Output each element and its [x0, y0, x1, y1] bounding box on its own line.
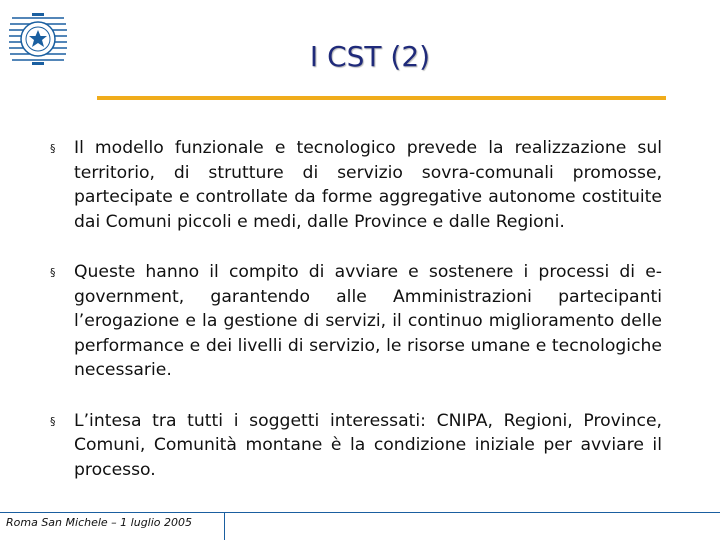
slide-title: I CST (2) [309, 40, 431, 73]
bullet-marker: § [50, 142, 56, 155]
bullet-text: L’intesa tra tutti i soggetti interessati: CNIPA, Regioni, Province, Comuni, Comunità montane è la condizione iniziale per avviare il processo. [74, 410, 662, 480]
bullet-marker: § [50, 414, 56, 428]
bullet-item [50, 136, 662, 234]
bullet-item [50, 260, 662, 383]
bullet-marker: § [50, 266, 56, 279]
bullet-text: Queste hanno il compito di avviare e sostenere i processi di e-government, garantendo alle Amministrazioni partecipanti l’erogazione e la gestione di servizi, il continuo miglioramento delle performance e dei livelli di servizio, le risorse umane e tecnologiche necessarie. [74, 262, 662, 380]
bullet-item [50, 409, 662, 483]
bullet-list [50, 136, 662, 508]
republic-emblem-icon [8, 10, 68, 68]
title-underline [97, 96, 666, 100]
footer-text: Roma San Michele – 1 luglio 2005 [6, 516, 193, 529]
bullet-text: Il modello funzionale e tecnologico prevede la realizzazione sul territorio, di strutture di servizio sovra-comunali promosse, partecipate e controllate da forme aggregative autonome costituite dai Comuni piccoli e medi, dalle Province e dalle Regioni. [74, 138, 662, 232]
